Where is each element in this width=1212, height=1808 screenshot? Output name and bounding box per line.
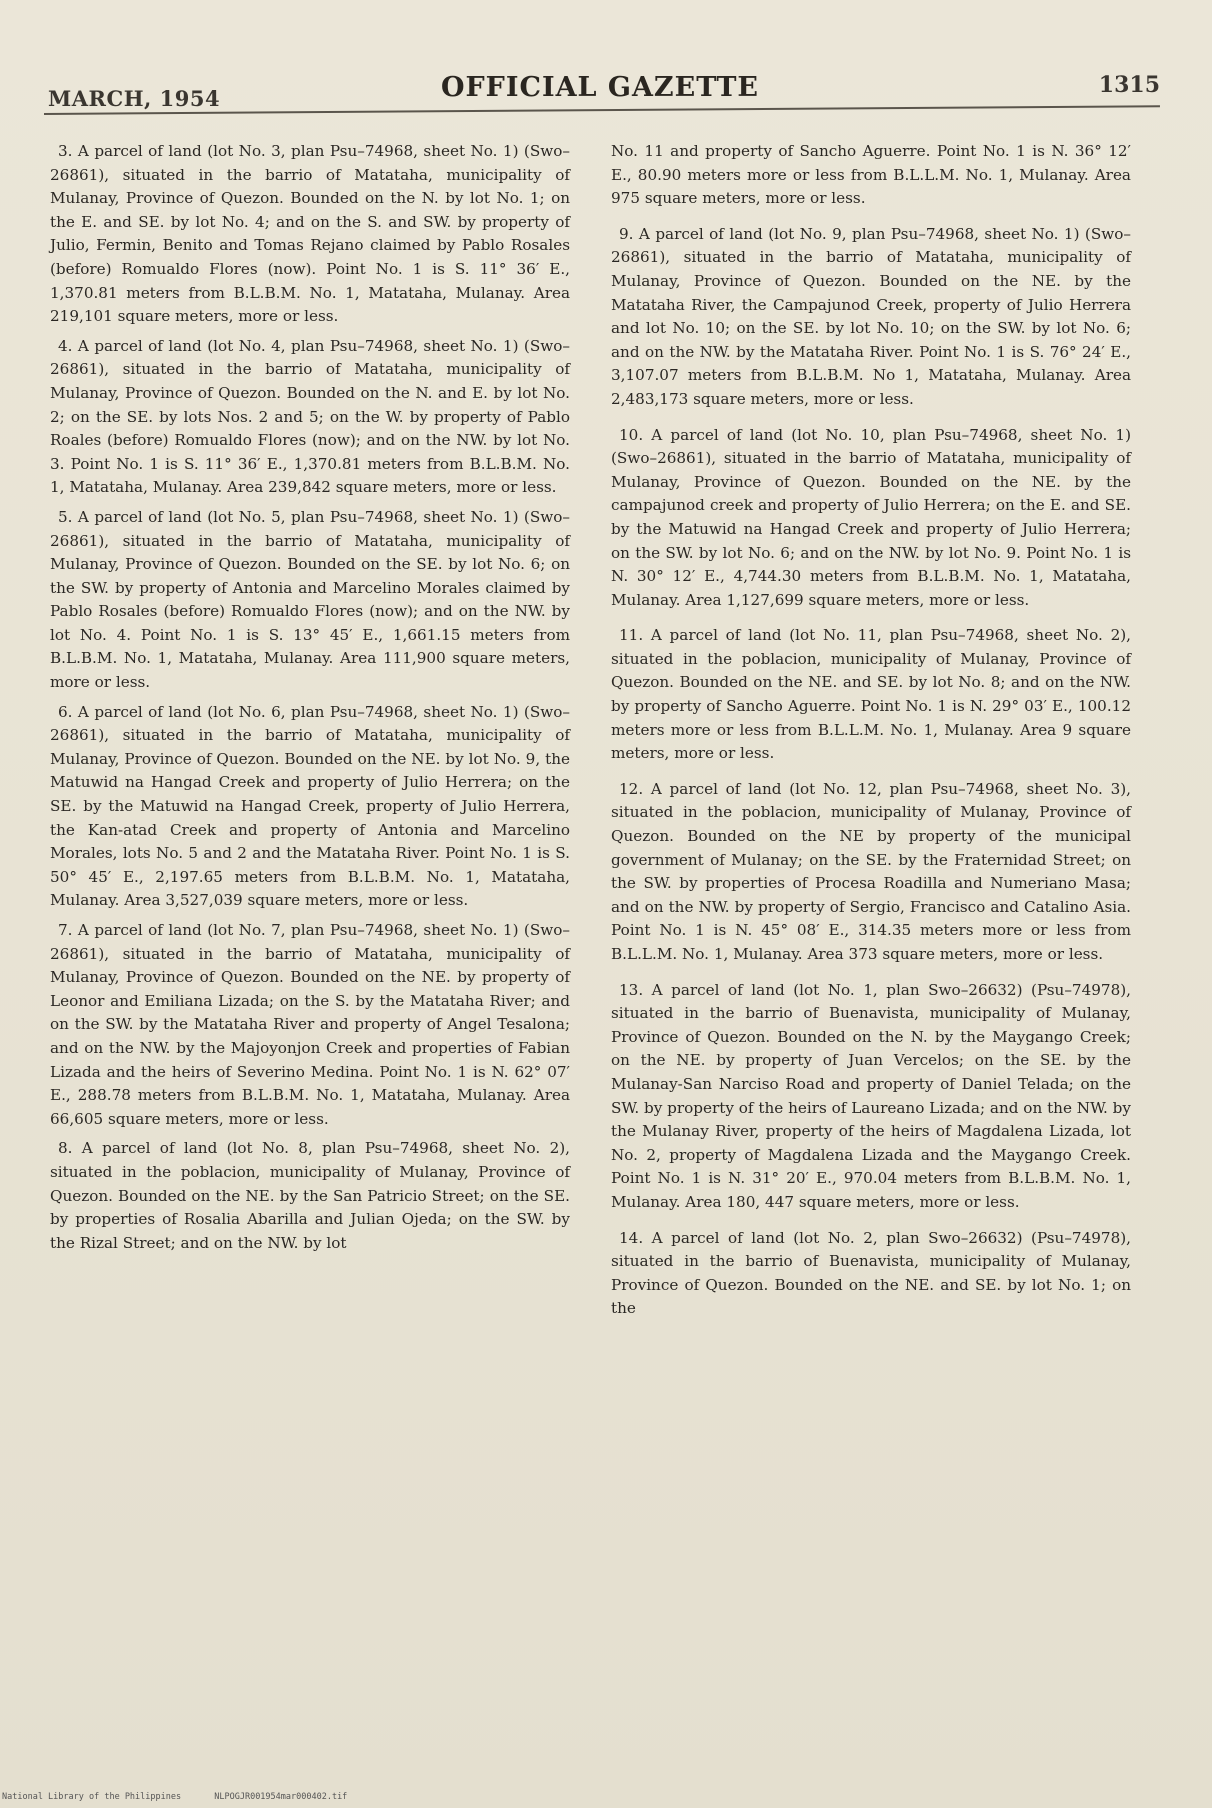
parcel-9-paragraph: 9. A parcel of land (lot No. 9, plan Psu–74968, sheet No. 1) (Swo–26861), situated in the barrio of Matataha, municipality of Mulanay, Province of Quezon. Bounded on the NE. by the Matataha River, the Campajunod Creek, property of Julio Herrera and lot No. 10; on the SE. by lot No. 10; on the SW. by lot No. 6; and on the NW. by the Matataha River. Point No. 1 is S. 76° 24′ E., 3,107.07 meters from B.L.B.M. No 1, Matataha, Mulanay. Area 2,483,173 square meters, more or less.	[611, 224, 1131, 408]
parcel-4-paragraph: 4. A parcel of land (lot No. 4, plan Psu–74968, sheet No. 1) (Swo–26861), situated in the barrio of Matataha, municipality of Mulanay, Province of Quezon. Bounded on the N. and E. by lot No. 2; on the SE. by lots Nos. 2 and 5; on the W. by property of Pablo Roales (before) Romualdo Flores (now); and on the NW. by lot No. 3. Point No. 1 is S. 11° 36′ E., 1,370.81 meters from B.L.B.M. No. 1, Matataha, Mulanay. Area 239,842 square meters, more or less.	[50, 336, 570, 497]
parcel-12-paragraph: 12. A parcel of land (lot No. 12, plan Psu–74968, sheet No. 3), situated in the poblacion, municipality of Mulanay, Province of Quezon. Bounded on the NE by property of the municipal government of Mulanay; on the SE. by the Fraternidad Street; on the SW. by properties of Procesa Roadilla and Numeriano Masa; and on the NW. by property of Sergio, Francisco and Catalino Asia. Point No. 1 is N. 45° 08′ E., 314.35 meters more or less from B.L.L.M. No. 1, Mulanay. Area 373 square meters, more or less.	[611, 779, 1131, 963]
header-date: MARCH, 1954	[48, 86, 221, 111]
footer-filename: NLPOGJR001954mar000402.tif	[214, 1792, 348, 1802]
parcel-7-paragraph: 7. A parcel of land (lot No. 7, plan Psu–74968, sheet No. 1) (Swo–26861), situated in the barrio of Matataha, municipality of Mulanay, Province of Quezon. Bounded on the NE. by property of Leonor and Emiliana Lizada; on the S. by the Matataha River; and on the SW. by the Matataha River and property of Angel Tesalona; and on the NW. by the Majoyonjon Creek and properties of Fabian Lizada and the heirs of Severino Medina. Point No. 1 is N. 62° 07′ E., 288.78 meters from B.L.B.M. No. 1, Matataha, Mulanay. Area 66,605 square meters, more or less.	[50, 921, 570, 1128]
parcel-14-paragraph: 14. A parcel of land (lot No. 2, plan Swo–26632) (Psu–74978), situated in the barrio of Buenavista, municipality of Mulanay, Province of Quezon. Bounded on the NE. and SE. by lot No. 1; on the	[611, 1228, 1131, 1318]
scan-footer	[2, 1792, 375, 1802]
right-column	[611, 140, 1131, 1333]
parcel-10-paragraph: 10. A parcel of land (lot No. 10, plan Psu–74968, sheet No. 1) (Swo–26861), situated in the barrio of Matataha, municipality of Mulanay, Province of Quezon. Bounded on the NE. by the campajunod creek and property of Julio Herrera; on the E. and SE. by the Matuwid na Hangad Creek and property of Julio Herrera; on the SW. by lot No. 6; and on the NW. by lot No. 9. Point No. 1 is N. 30° 12′ E., 4,744.30 meters from B.L.B.M. No. 1, Matataha, Mulanay. Area 1,127,699 square meters, more or less.	[611, 425, 1131, 609]
footer-library: National Library of the Philippines	[2, 1792, 182, 1802]
parcel-5-paragraph: 5. A parcel of land (lot No. 5, plan Psu–74968, sheet No. 1) (Swo–26861), situated in the barrio of Matataha, municipality of Mulanay, Province of Quezon. Bounded on the SE. by lot No. 6; on the SW. by property of Antonia and Marcelino Morales claimed by Pablo Rosales (before) Romualdo Flores (now); and on the NW. by lot No. 4. Point No. 1 is S. 13° 45′ E., 1,661.15 meters from B.L.B.M. No. 1, Matataha, Mulanay. Area 111,900 square meters, more or less.	[50, 507, 570, 692]
parcel-11-paragraph: 11. A parcel of land (lot No. 11, plan Psu–74968, sheet No. 2), situated in the poblacion, municipality of Mulanay, Province of Quezon. Bounded on the NE. and SE. by lot No. 8; and on the NW. by property of Sancho Aguerre. Point No. 1 is N. 29° 03′ E., 100.12 meters more or less from B.L.L.M. No. 1, Mulanay. Area 9 square meters, more or less.	[611, 626, 1131, 763]
parcel-3-paragraph: 3. A parcel of land (lot No. 3, plan Psu–74968, sheet No. 1) (Swo–26861), situated in the barrio of Matataha, municipality of Mulanay, Province of Quezon. Bounded on the N. by lot No. 1; on the E. and SE. by lot No. 4; and on the S. and SW. by property of Julio, Fermin, Benito and Tomas Rejano claimed by Pablo Rosales (before) Romualdo Flores (now). Point No. 1 is S. 11° 36′ E., 1,370.81 meters from B.L.B.M. No. 1, Matataha, Mulanay. Area 219,101 square meters, more or less.	[50, 142, 570, 326]
header-title: OFFICIAL GAZETTE	[440, 72, 760, 103]
parcel-8-paragraph: 8. A parcel of land (lot No. 8, plan Psu–74968, sheet No. 2), situated in the poblacion, municipality of Mulanay, Province of Quezon. Bounded on the NE. by the San Patricio Street; on the SE. by properties of Rosalia Abarilla and Julian Ojeda; on the SW. by the Rizal Street; and on the NW. by lot	[50, 1139, 570, 1252]
left-column	[50, 140, 570, 1261]
parcel-8-continued: No. 11 and property of Sancho Aguerre. Point No. 1 is N. 36° 12′ E., 80.90 meters more or less from B.L.L.M. No. 1, Mulanay. Area 975 square meters, more or less.	[611, 142, 1131, 208]
parcel-6-paragraph: 6. A parcel of land (lot No. 6, plan Psu–74968, sheet No. 1) (Swo–26861), situated in the barrio of Matataha, municipality of Mulanay, Province of Quezon. Bounded on the NE. by lot No. 9, the Matuwid na Hangad Creek and property of Julio Herrera; on the SE. by the Matuwid na Hangad Creek, property of Julio Herrera, the Kan-atad Creek and property of Antonia and Marcelino Morales, lots No. 5 and 2 and the Matataha River. Point No. 1 is S. 50° 45′ E., 2,197.65 meters from B.L.B.M. No. 1, Matataha, Mulanay. Area 3,527,039 square meters, more or less.	[50, 702, 570, 910]
parcel-13-paragraph: 13. A parcel of land (lot No. 1, plan Swo–26632) (Psu–74978), situated in the barrio of Buenavista, municipality of Mulanay, Province of Quezon. Bounded on the N. by the Maygango Creek; on the NE. by property of Juan Vercelos; on the SE. by the Mulanay-San Narciso Road and property of Daniel Telada; on the SW. by property of the heirs of Laureano Lizada; and on the NW. by the Mulanay River, property of the heirs of Magdalena Lizada, lot No. 2, property of Magdalena Lizada and the Maygango Creek. Point No. 1 is N. 31° 20′ E., 970.04 meters from B.L.B.M. No. 1, Mulanay. Area 180, 447 square meters, more or less.	[611, 980, 1131, 1211]
page-number: 1315	[1098, 72, 1160, 98]
